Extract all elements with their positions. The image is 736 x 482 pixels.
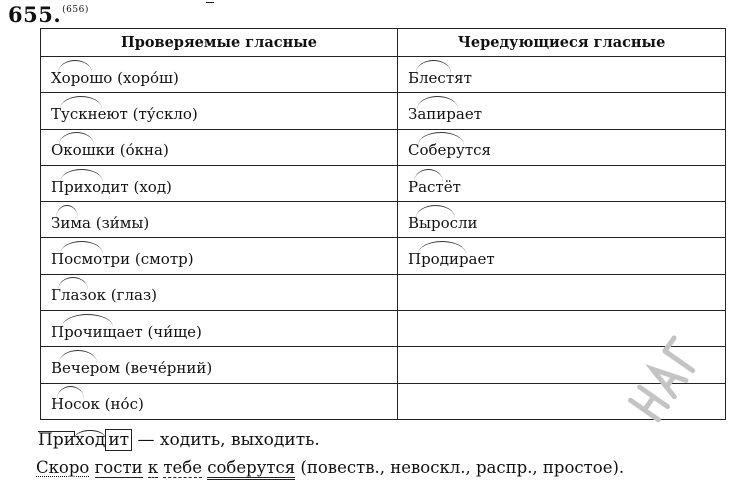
checked-vowel-word: Окошки (о́кна)	[51, 135, 169, 159]
checked-vowel-word: Приходит (ход)	[51, 172, 172, 196]
root-arc-mark	[58, 60, 92, 73]
root-arc-mark	[418, 132, 464, 145]
checked-vowel-word: Тускнеют (ту́скло)	[51, 99, 198, 123]
root-arc-mark	[57, 386, 84, 399]
sentence-word-subject: гости	[94, 458, 143, 477]
root-arc-mark	[416, 60, 451, 73]
root-arc-mark	[417, 96, 458, 109]
alternating-vowel-cell	[398, 57, 726, 93]
cognate-words: ходить, выходить.	[159, 430, 320, 450]
root-arc-mark	[59, 132, 94, 145]
table-header-row	[41, 29, 726, 57]
table-row	[41, 311, 726, 347]
alternating-vowel-cell	[398, 165, 726, 201]
ending-segment: ит	[105, 429, 132, 451]
root-segment: ход	[75, 430, 106, 450]
sentence-word-predicate: соберутся	[207, 458, 295, 480]
analysis-dash: —	[132, 430, 160, 450]
checked-vowel-word: Зима (зи́мы)	[51, 208, 149, 232]
root-arc-mark	[60, 96, 102, 109]
checked-vowel-cell	[41, 93, 398, 129]
checked-vowel-word: Посмотри (смотр)	[51, 244, 194, 268]
sentence-word-object: тебе	[163, 458, 202, 477]
sentence-analysis-line	[36, 458, 624, 477]
checked-vowel-cell	[41, 274, 398, 310]
vowel-table	[40, 28, 726, 420]
root-arc-mark	[416, 205, 455, 218]
root-arc-mark	[59, 350, 97, 363]
word-analysis-line	[38, 430, 320, 450]
alternating-vowel-cell	[398, 238, 726, 274]
alternating-vowel-word: Соберутся	[408, 135, 491, 159]
header-alternating-vowels: Чередующиеся гласные	[398, 29, 726, 57]
root-arc-mark	[58, 277, 88, 290]
sentence-word-adverb: Скоро	[36, 458, 90, 477]
checked-vowel-cell	[41, 202, 398, 238]
checked-vowel-cell	[41, 57, 398, 93]
checked-vowel-word: Хорошо (хоро́ш)	[51, 63, 179, 87]
exercise-reference: (656)	[62, 5, 89, 15]
root-arc-mark	[60, 241, 103, 254]
root-arc-mark	[62, 314, 113, 327]
checked-vowel-word: Глазок (глаз)	[51, 280, 157, 304]
table-row	[41, 202, 726, 238]
checked-vowel-cell	[41, 129, 398, 165]
checked-vowel-cell	[41, 311, 398, 347]
checked-vowel-cell	[41, 347, 398, 383]
sentence-word-preposition: к	[147, 458, 159, 477]
table-row	[41, 238, 726, 274]
alternating-vowel-word: Продирает	[408, 244, 495, 268]
table-row	[41, 57, 726, 93]
checked-vowel-cell	[41, 238, 398, 274]
table-row	[41, 93, 726, 129]
top-dash-mark	[206, 2, 214, 3]
checked-vowel-cell	[41, 383, 398, 419]
alternating-vowel-word: Растёт	[408, 172, 461, 196]
sentence-characteristics: (повеств., невоскл., распр., простое).	[300, 458, 625, 477]
checked-vowel-word: Прочищает (чи́ще)	[51, 317, 202, 341]
header-checked-vowels: Проверяемые гласные	[41, 29, 398, 57]
root-arc-mark	[414, 169, 443, 182]
alternating-vowel-word: Блестят	[408, 63, 472, 87]
root-arc-mark	[56, 205, 78, 218]
alternating-vowel-cell	[398, 274, 726, 310]
checked-vowel-word: Носок (но́с)	[51, 389, 144, 413]
alternating-vowel-cell	[398, 93, 726, 129]
alternating-vowel-cell	[398, 202, 726, 238]
checked-vowel-word: Вечером (вече́рний)	[51, 353, 212, 377]
prefix-segment: При	[38, 430, 76, 450]
alternating-vowel-word: Запирает	[408, 99, 482, 123]
root-arc-mark	[60, 169, 103, 182]
root-arc-mark	[418, 241, 466, 254]
table-row	[41, 347, 726, 383]
alternating-vowel-cell	[398, 129, 726, 165]
checked-vowel-cell	[41, 165, 398, 201]
table-row	[41, 165, 726, 201]
exercise-number: 655.$^{(656)}$	[8, 2, 89, 27]
table-row	[41, 129, 726, 165]
alternating-vowel-word: Выросли	[408, 208, 478, 232]
table-row	[41, 274, 726, 310]
